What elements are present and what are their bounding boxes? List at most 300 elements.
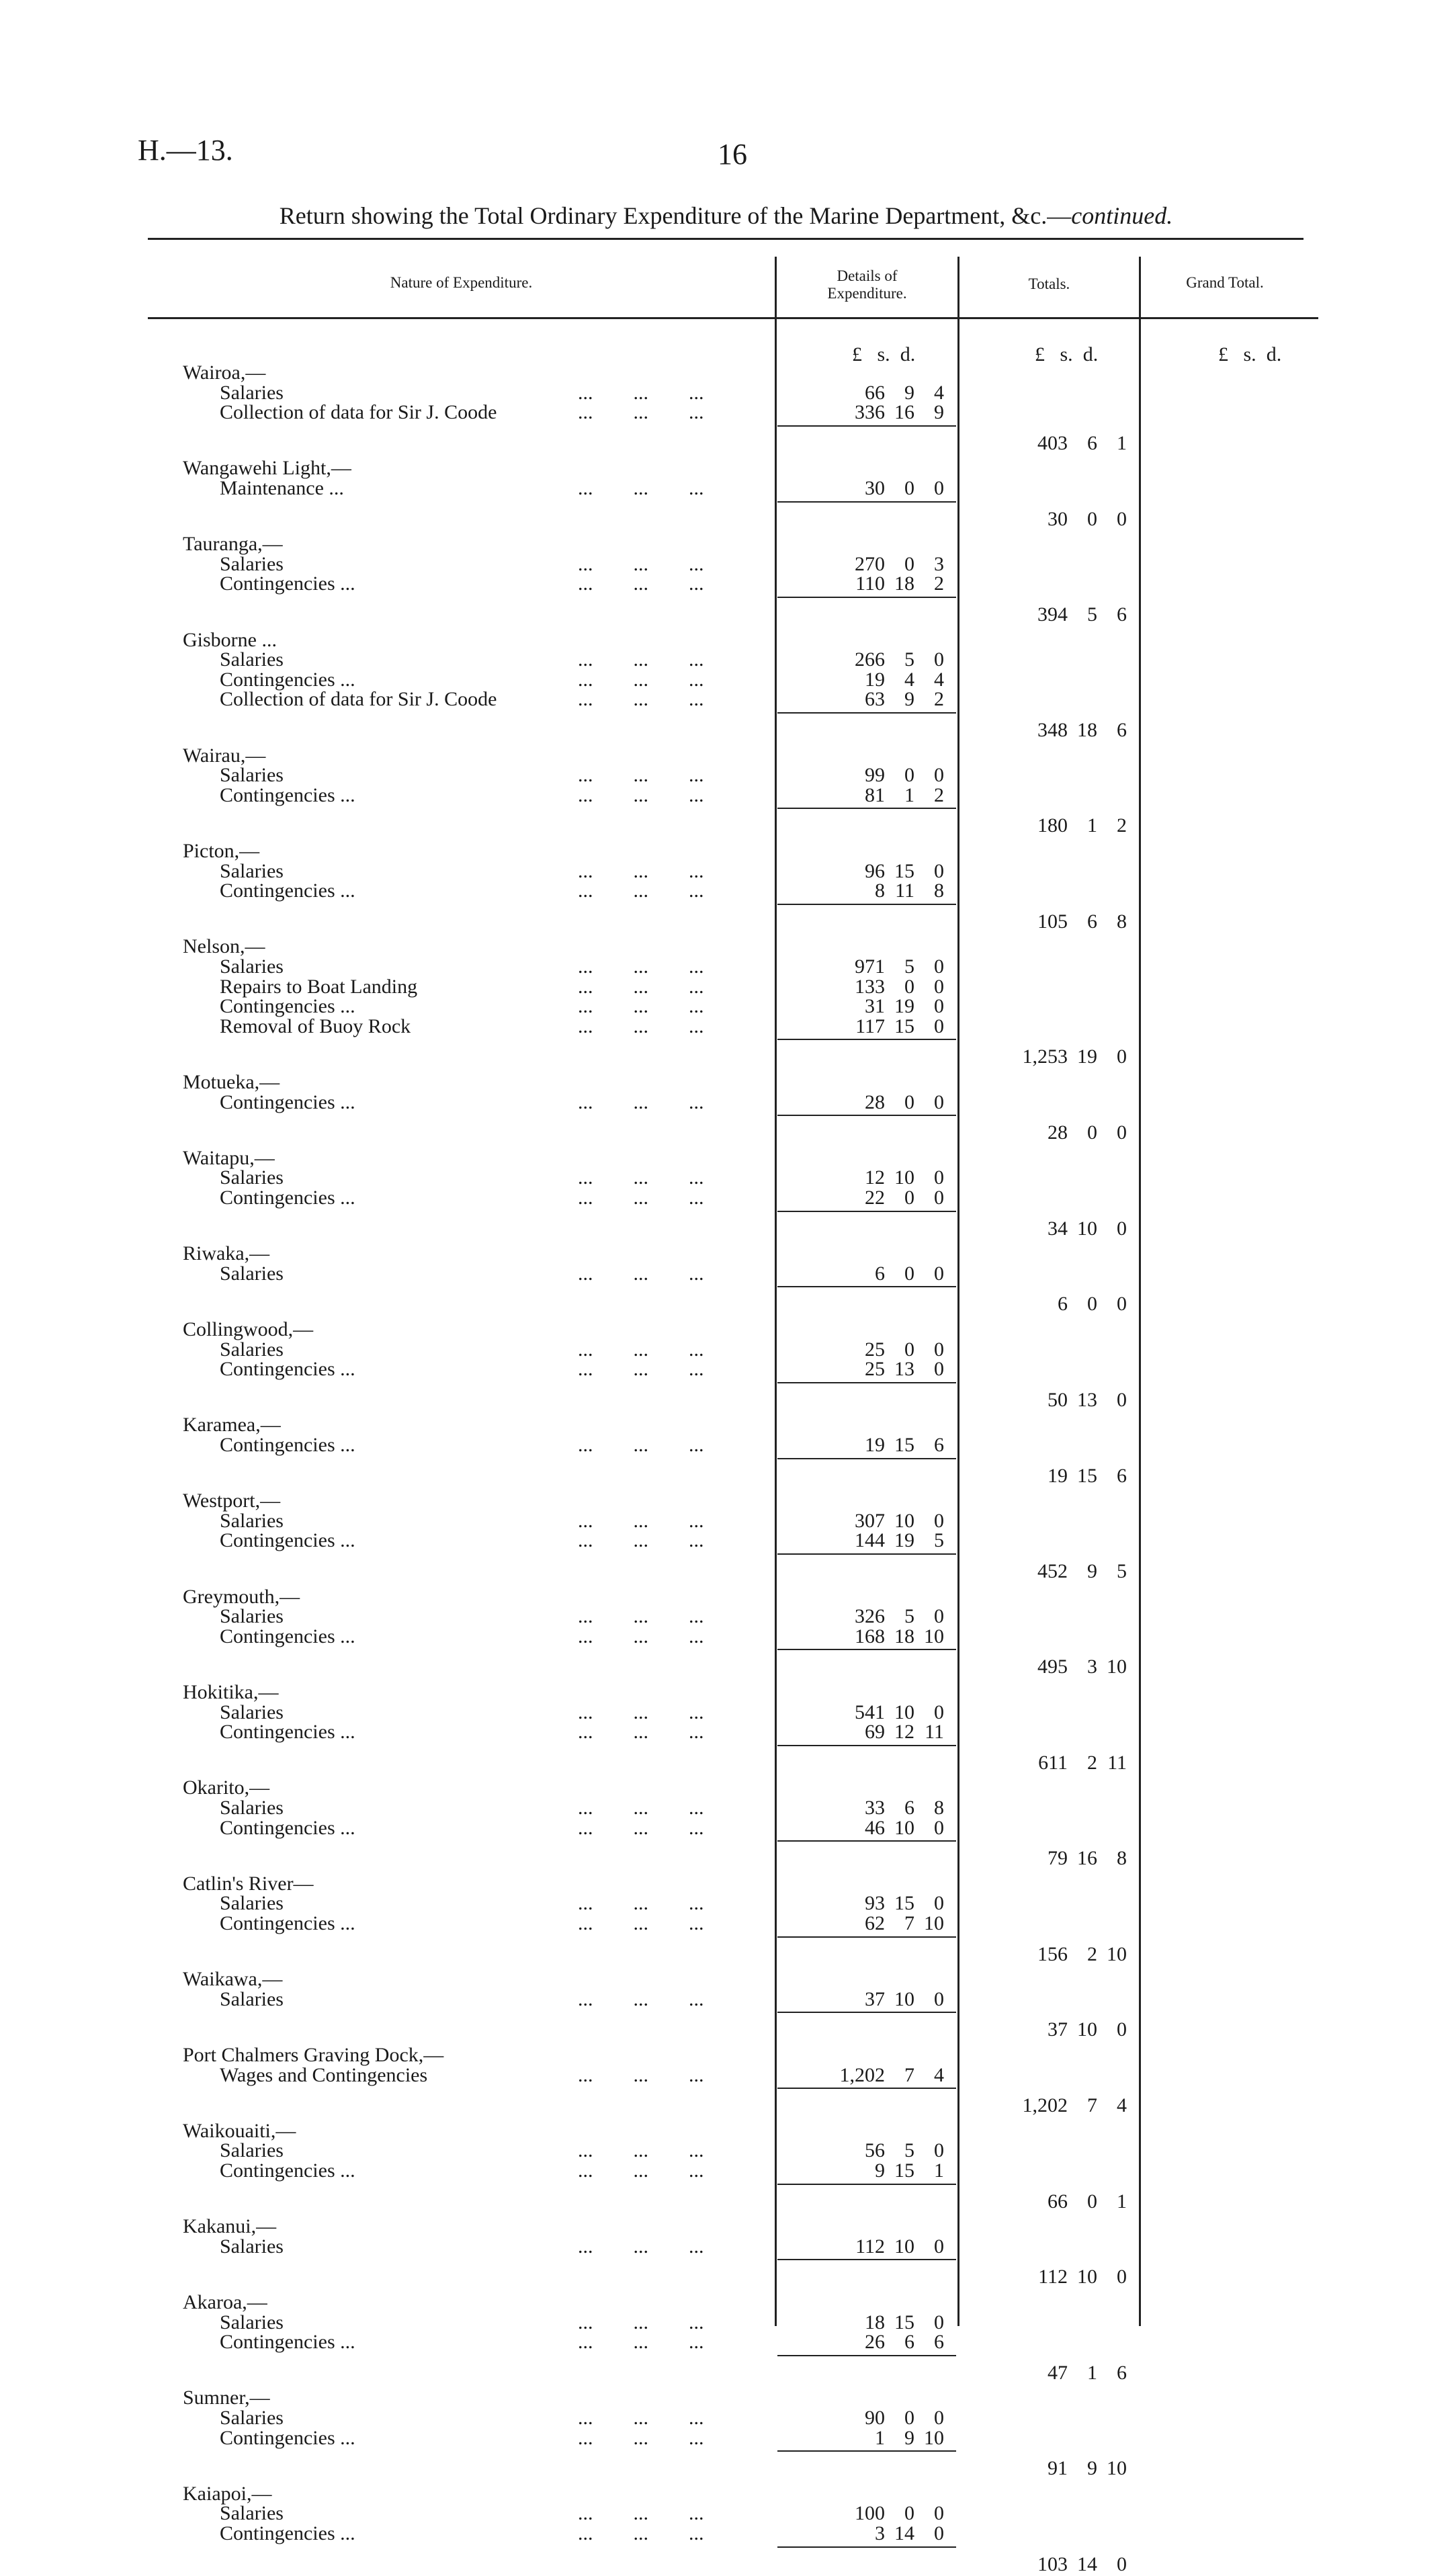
group-heading: Collingwood,— xyxy=(183,1318,314,1340)
group-total-s: 16 xyxy=(1077,1847,1097,1870)
group-heading: Westport,— xyxy=(183,1490,281,1512)
group-total-d: 0 xyxy=(1117,2018,1127,2041)
group-total-s: 15 xyxy=(1077,1464,1097,1487)
detail-amount-d: 0 xyxy=(934,1187,944,1209)
group-total-d: 0 xyxy=(1117,1388,1127,1411)
detail-amount xyxy=(821,1988,944,2011)
dot-leader: ... ... ... xyxy=(578,1816,704,1839)
dot-leader: ... ... ... xyxy=(578,1015,704,1037)
group-total-s: 7 xyxy=(1087,2094,1097,2117)
item-label: Contingencies ... xyxy=(220,2331,355,2354)
dot-leader: ... ... ... xyxy=(578,859,704,882)
detail-amount-s: 15 xyxy=(894,1015,914,1037)
group-total xyxy=(1004,1121,1127,1144)
group-total-d: 10 xyxy=(1107,1656,1127,1678)
group-heading: Picton,— xyxy=(183,840,260,862)
group-total-s: 2 xyxy=(1087,1942,1097,1965)
detail-amount xyxy=(821,1721,944,1744)
column-header-totals: Totals. xyxy=(1028,275,1070,292)
detail-amount-d: 2 xyxy=(934,572,944,595)
group-heading: Karamea,— xyxy=(183,1414,281,1436)
detail-amount-l: 99 xyxy=(865,764,885,787)
detail-amount-d: 0 xyxy=(934,2407,944,2429)
group-total-d: 10 xyxy=(1107,1942,1127,1965)
group-heading: Port Chalmers Graving Dock,— xyxy=(183,2044,444,2066)
group-total-l: 1,202 xyxy=(1022,2094,1068,2117)
column-header-grand-total: Grand Total. xyxy=(1186,274,1264,291)
detail-amount-d: 0 xyxy=(934,477,944,499)
detail-amount-s: 4 xyxy=(904,668,914,691)
group-total-l: 19 xyxy=(1048,1464,1068,1487)
subtotal-rule xyxy=(777,1115,956,1116)
unit-pound: £ xyxy=(1035,343,1045,366)
detail-amount-l: 56 xyxy=(865,2139,885,2162)
page-number: 16 xyxy=(718,138,747,171)
item-label: Salaries xyxy=(220,1262,284,1285)
subtotal-rule xyxy=(777,1286,956,1287)
detail-amount-s: 0 xyxy=(904,1338,914,1361)
detail-amount xyxy=(821,572,944,595)
detail-amount-l: 66 xyxy=(865,381,885,404)
unit-pence: d. xyxy=(900,343,916,366)
dot-leader: ... ... ... xyxy=(578,783,704,806)
dot-leader: ... ... ... xyxy=(578,879,704,902)
unit-pence: d. xyxy=(1082,343,1099,366)
detail-amount xyxy=(821,784,944,807)
dot-leader: ... ... ... xyxy=(578,1721,704,1744)
item-label: Contingencies ... xyxy=(220,1912,355,1934)
item-label: Contingencies ... xyxy=(220,2426,355,2449)
detail-amount-l: 33 xyxy=(865,1797,885,1819)
group-total-l: 103 xyxy=(1037,2552,1068,2575)
detail-amount-l: 19 xyxy=(865,1434,885,1456)
detail-amount-l: 90 xyxy=(865,2407,885,2429)
item-label: Salaries xyxy=(220,2139,284,2162)
item-label: Wages and Contingencies xyxy=(220,2063,428,2086)
subtotal-rule xyxy=(777,2088,956,2089)
item-label: Salaries xyxy=(220,552,284,575)
subtotal-rule xyxy=(777,2450,956,2452)
group-total-l: 50 xyxy=(1048,1388,1068,1411)
group-total-l: 611 xyxy=(1038,1751,1068,1774)
group-total-d: 0 xyxy=(1117,1045,1127,1068)
subtotal-rule xyxy=(777,1936,956,1938)
item-label: Contingencies ... xyxy=(220,1434,355,1456)
group-heading: Waikawa,— xyxy=(183,1968,283,1991)
item-label: Salaries xyxy=(220,2235,284,2258)
group-total xyxy=(1004,2362,1127,2385)
group-total-l: 180 xyxy=(1037,814,1068,837)
group-total-s: 0 xyxy=(1087,1121,1097,1144)
detail-amount-d: 0 xyxy=(934,2311,944,2333)
group-total-l: 91 xyxy=(1048,2457,1068,2480)
detail-amount xyxy=(821,401,944,424)
detail-amount-l: 8 xyxy=(875,879,885,902)
detail-amount-l: 1 xyxy=(875,2426,885,2449)
group-total-l: 47 xyxy=(1048,2361,1068,2384)
group-total-d: 4 xyxy=(1117,2094,1127,2117)
unit-shilling: s. xyxy=(877,343,890,366)
detail-amount xyxy=(821,1434,944,1457)
rule-top xyxy=(148,238,1304,240)
detail-amount-d: 0 xyxy=(934,2522,944,2544)
detail-amount xyxy=(821,1529,944,1552)
group-total xyxy=(1004,2266,1127,2288)
group-total-d: 11 xyxy=(1107,1751,1127,1774)
detail-amount-l: 117 xyxy=(855,1015,885,1037)
detail-amount-d: 0 xyxy=(934,995,944,1018)
group-total-l: 66 xyxy=(1048,2190,1068,2213)
dot-leader: ... ... ... xyxy=(578,552,704,575)
group-total-d: 1 xyxy=(1117,431,1127,454)
detail-amount-d: 0 xyxy=(934,1338,944,1361)
subtotal-rule xyxy=(777,808,956,809)
detail-amount-s: 14 xyxy=(894,2522,914,2544)
detail-amount-d: 0 xyxy=(934,1358,944,1381)
group-total-d: 10 xyxy=(1107,2457,1127,2480)
unit-pound: £ xyxy=(1218,343,1228,366)
detail-amount-d: 0 xyxy=(934,1509,944,1532)
detail-amount-s: 11 xyxy=(895,879,914,902)
detail-amount xyxy=(821,2427,944,2450)
group-total-s: 1 xyxy=(1087,814,1097,837)
item-label: Maintenance ... xyxy=(220,477,344,499)
group-heading: Wairoa,— xyxy=(183,361,266,384)
dot-leader: ... ... ... xyxy=(578,975,704,998)
detail-amount-s: 5 xyxy=(904,1605,914,1628)
item-label: Contingencies ... xyxy=(220,879,355,902)
group-heading: Hokitika,— xyxy=(183,1681,279,1703)
subtotal-rule xyxy=(777,2546,956,2548)
dot-leader: ... ... ... xyxy=(578,2159,704,2182)
dot-leader: ... ... ... xyxy=(578,1338,704,1361)
dot-leader: ... ... ... xyxy=(578,1529,704,1552)
dot-leader: ... ... ... xyxy=(578,1509,704,1532)
subtotal-rule xyxy=(777,1039,956,1040)
group-total xyxy=(1004,1217,1127,1240)
dot-leader: ... ... ... xyxy=(578,1434,704,1456)
dot-leader: ... ... ... xyxy=(578,648,704,671)
document-reference: H.—13. xyxy=(138,134,233,167)
item-label: Contingencies ... xyxy=(220,572,355,595)
dot-leader: ... ... ... xyxy=(578,1187,704,1209)
group-total xyxy=(1004,1293,1127,1316)
detail-amount-s: 10 xyxy=(894,1701,914,1723)
detail-amount-d: 10 xyxy=(924,2426,944,2449)
subtotal-rule xyxy=(777,1745,956,1746)
detail-amount-l: 12 xyxy=(865,1166,885,1189)
group-total-l: 105 xyxy=(1037,910,1068,933)
group-heading: Kaiapoi,— xyxy=(183,2482,272,2505)
detail-amount-s: 0 xyxy=(904,1187,914,1209)
group-total xyxy=(1004,1943,1127,1966)
dot-leader: ... ... ... xyxy=(578,572,704,595)
column-header-details-line2: Expenditure. xyxy=(827,285,907,302)
detail-amount-l: 63 xyxy=(865,688,885,711)
group-total-s: 1 xyxy=(1087,2361,1097,2384)
item-label: Contingencies ... xyxy=(220,1816,355,1839)
detail-amount-d: 9 xyxy=(934,401,944,424)
detail-amount-d: 10 xyxy=(924,1912,944,1934)
detail-amount-s: 9 xyxy=(904,381,914,404)
detail-amount-s: 5 xyxy=(904,2139,914,2162)
detail-amount xyxy=(821,2064,944,2087)
group-total-d: 8 xyxy=(1117,1847,1127,1870)
detail-amount-d: 6 xyxy=(934,1434,944,1456)
subtotal-rule xyxy=(777,1382,956,1383)
detail-amount-d: 0 xyxy=(934,1166,944,1189)
group-heading: Waikouaiti,— xyxy=(183,2119,296,2142)
item-label: Salaries xyxy=(220,1987,284,2010)
dot-leader: ... ... ... xyxy=(578,1912,704,1934)
group-total-s: 9 xyxy=(1087,2457,1097,2480)
group-total-d: 1 xyxy=(1117,2190,1127,2213)
dot-leader: ... ... ... xyxy=(578,2139,704,2162)
group-total xyxy=(1004,719,1127,742)
detail-amount-d: 0 xyxy=(934,2139,944,2162)
group-total-l: 6 xyxy=(1058,1293,1068,1316)
group-total-d: 0 xyxy=(1117,2552,1127,2575)
group-total-d: 8 xyxy=(1117,910,1127,933)
group-total xyxy=(1004,2553,1127,2576)
detail-amount-s: 15 xyxy=(894,2311,914,2333)
unit-pence: d. xyxy=(1266,343,1282,366)
group-total-d: 6 xyxy=(1117,2361,1127,2384)
group-heading: Greymouth,— xyxy=(183,1585,300,1608)
detail-amount-l: 144 xyxy=(855,1529,885,1552)
group-heading: Catlin's River— xyxy=(183,1872,314,1895)
column-header-details-line1: Details of xyxy=(837,267,898,284)
group-total-s: 0 xyxy=(1087,2190,1097,2213)
item-label: Salaries xyxy=(220,2311,284,2333)
table-title xyxy=(0,202,1452,230)
detail-amount-s: 0 xyxy=(904,1090,914,1113)
item-label: Salaries xyxy=(220,2502,284,2525)
dot-leader: ... ... ... xyxy=(578,2502,704,2525)
dot-leader: ... ... ... xyxy=(578,764,704,787)
detail-amount-s: 0 xyxy=(904,552,914,575)
dot-leader: ... ... ... xyxy=(578,1892,704,1915)
subtotal-rule xyxy=(777,425,956,427)
detail-amount-s: 10 xyxy=(894,1166,914,1189)
detail-amount-s: 5 xyxy=(904,648,914,671)
detail-amount-d: 6 xyxy=(934,2331,944,2354)
item-label: Contingencies ... xyxy=(220,1721,355,1744)
group-total-s: 6 xyxy=(1087,431,1097,454)
detail-amount-l: 81 xyxy=(865,783,885,806)
detail-amount-l: 25 xyxy=(865,1338,885,1361)
group-total-s: 6 xyxy=(1087,910,1097,933)
detail-amount xyxy=(821,879,944,902)
unit-grand-total xyxy=(1218,343,1281,366)
item-label: Salaries xyxy=(220,381,284,404)
group-total-s: 19 xyxy=(1077,1045,1097,1068)
dot-leader: ... ... ... xyxy=(578,1605,704,1628)
detail-amount-l: 541 xyxy=(855,1701,885,1723)
dot-leader: ... ... ... xyxy=(578,1166,704,1189)
detail-amount-d: 4 xyxy=(934,668,944,691)
column-divider-2 xyxy=(957,257,959,2326)
unit-totals xyxy=(1035,343,1098,366)
detail-amount-l: 96 xyxy=(865,859,885,882)
detail-amount-d: 3 xyxy=(934,552,944,575)
group-total xyxy=(1004,1389,1127,1412)
detail-amount-l: 19 xyxy=(865,668,885,691)
dot-leader: ... ... ... xyxy=(578,955,704,978)
dot-leader: ... ... ... xyxy=(578,2331,704,2354)
detail-amount xyxy=(821,2522,944,2545)
group-total-d: 5 xyxy=(1117,1560,1127,1582)
detail-amount xyxy=(821,1091,944,1114)
detail-amount-s: 15 xyxy=(894,1434,914,1456)
detail-amount-l: 62 xyxy=(865,1912,885,1934)
detail-amount-s: 18 xyxy=(894,572,914,595)
detail-amount-d: 8 xyxy=(934,879,944,902)
detail-amount-l: 25 xyxy=(865,1358,885,1381)
detail-amount-s: 12 xyxy=(894,1721,914,1744)
dot-leader: ... ... ... xyxy=(578,2522,704,2544)
group-total-l: 394 xyxy=(1037,603,1068,626)
group-total xyxy=(1004,2094,1127,2117)
group-total xyxy=(1004,1847,1127,1870)
unit-pound: £ xyxy=(852,343,862,366)
detail-amount-l: 3 xyxy=(875,2522,885,2544)
group-heading: Okarito,— xyxy=(183,1776,270,1799)
detail-amount-l: 133 xyxy=(855,975,885,998)
detail-amount-d: 2 xyxy=(934,688,944,711)
column-header-details xyxy=(777,267,957,302)
group-total-l: 1,253 xyxy=(1022,1045,1068,1068)
dot-leader: ... ... ... xyxy=(578,2426,704,2449)
detail-amount xyxy=(821,1187,944,1209)
item-label: Contingencies ... xyxy=(220,2522,355,2544)
detail-amount-s: 7 xyxy=(904,2063,914,2086)
detail-amount-l: 326 xyxy=(855,1605,885,1628)
group-total xyxy=(1004,432,1127,455)
dot-leader: ... ... ... xyxy=(578,477,704,499)
detail-amount-s: 0 xyxy=(904,2502,914,2525)
group-total xyxy=(1004,2190,1127,2213)
group-total xyxy=(1004,1465,1127,1488)
group-total-s: 0 xyxy=(1087,507,1097,530)
group-total-d: 0 xyxy=(1117,1121,1127,1144)
subtotal-rule xyxy=(777,1649,956,1650)
detail-amount-d: 0 xyxy=(934,648,944,671)
group-total-l: 403 xyxy=(1037,431,1068,454)
detail-amount-l: 93 xyxy=(865,1892,885,1915)
detail-amount-l: 100 xyxy=(855,2502,885,2525)
group-total-d: 0 xyxy=(1117,1293,1127,1316)
detail-amount-d: 4 xyxy=(934,381,944,404)
detail-amount-d: 5 xyxy=(934,1529,944,1552)
detail-amount-d: 0 xyxy=(934,955,944,978)
detail-amount-l: 46 xyxy=(865,1816,885,1839)
detail-amount-s: 9 xyxy=(904,688,914,711)
group-total-l: 79 xyxy=(1048,1847,1068,1870)
detail-amount-d: 0 xyxy=(934,1987,944,2010)
detail-amount xyxy=(821,1358,944,1381)
group-total xyxy=(1004,1752,1127,1774)
dot-leader: ... ... ... xyxy=(578,2311,704,2333)
title-suffix: continued. xyxy=(1071,202,1173,229)
item-label: Contingencies ... xyxy=(220,2159,355,2182)
unit-shilling: s. xyxy=(1060,343,1073,366)
group-heading: Akaroa,— xyxy=(183,2291,267,2313)
detail-amount-l: 9 xyxy=(875,2159,885,2182)
group-heading: Sumner,— xyxy=(183,2387,270,2409)
unit-shilling: s. xyxy=(1243,343,1256,366)
subtotal-rule xyxy=(777,2355,956,2356)
detail-amount-s: 19 xyxy=(894,995,914,1018)
detail-amount xyxy=(821,477,944,500)
dot-leader: ... ... ... xyxy=(578,1625,704,1647)
detail-amount-l: 1,202 xyxy=(839,2063,885,2086)
dot-leader: ... ... ... xyxy=(578,381,704,404)
detail-amount-s: 18 xyxy=(894,1625,914,1647)
detail-amount-s: 6 xyxy=(904,1797,914,1819)
detail-amount xyxy=(821,2159,944,2182)
subtotal-rule xyxy=(777,1211,956,1212)
subtotal-rule xyxy=(777,1840,956,1842)
group-total-s: 18 xyxy=(1077,719,1097,741)
group-total-s: 2 xyxy=(1087,1751,1097,1774)
dot-leader: ... ... ... xyxy=(578,2235,704,2258)
detail-amount-s: 15 xyxy=(894,859,914,882)
group-total-s: 10 xyxy=(1077,2266,1097,2288)
detail-amount xyxy=(821,688,944,711)
dot-leader: ... ... ... xyxy=(578,1701,704,1723)
detail-amount xyxy=(821,2331,944,2354)
detail-amount-l: 28 xyxy=(865,1090,885,1113)
detail-amount-l: 6 xyxy=(875,1262,885,1285)
detail-amount-d: 1 xyxy=(934,2159,944,2182)
detail-amount-l: 37 xyxy=(865,1987,885,2010)
item-label: Salaries xyxy=(220,648,284,671)
dot-leader: ... ... ... xyxy=(578,1090,704,1113)
group-heading: Kakanui,— xyxy=(183,2215,277,2238)
item-label: Salaries xyxy=(220,1338,284,1361)
group-total-l: 495 xyxy=(1037,1656,1068,1678)
group-total-d: 0 xyxy=(1117,2266,1127,2288)
item-label: Contingencies ... xyxy=(220,1090,355,1113)
item-label: Salaries xyxy=(220,859,284,882)
item-label: Contingencies ... xyxy=(220,1358,355,1381)
group-total-l: 34 xyxy=(1048,1217,1068,1240)
group-total-l: 156 xyxy=(1037,1942,1068,1965)
detail-amount-d: 0 xyxy=(934,1262,944,1285)
detail-amount xyxy=(821,1015,944,1038)
group-total xyxy=(1004,603,1127,626)
detail-amount-d: 0 xyxy=(934,1892,944,1915)
group-heading: Gisborne ... xyxy=(183,628,277,651)
detail-amount-d: 4 xyxy=(934,2063,944,2086)
detail-amount-s: 10 xyxy=(894,1987,914,2010)
detail-amount-d: 0 xyxy=(934,1090,944,1113)
detail-amount-d: 0 xyxy=(934,1816,944,1839)
group-total-l: 348 xyxy=(1037,719,1068,741)
dot-leader: ... ... ... xyxy=(578,2407,704,2429)
subtotal-rule xyxy=(777,712,956,714)
detail-amount xyxy=(821,1262,944,1285)
detail-amount-s: 19 xyxy=(894,1529,914,1552)
detail-amount-d: 0 xyxy=(934,859,944,882)
group-total-l: 28 xyxy=(1048,1121,1068,1144)
detail-amount-s: 1 xyxy=(904,783,914,806)
group-total-s: 10 xyxy=(1077,2018,1097,2041)
item-label: Salaries xyxy=(220,1509,284,1532)
item-label: Collection of data for Sir J. Coode xyxy=(220,688,497,711)
item-label: Contingencies ... xyxy=(220,1187,355,1209)
